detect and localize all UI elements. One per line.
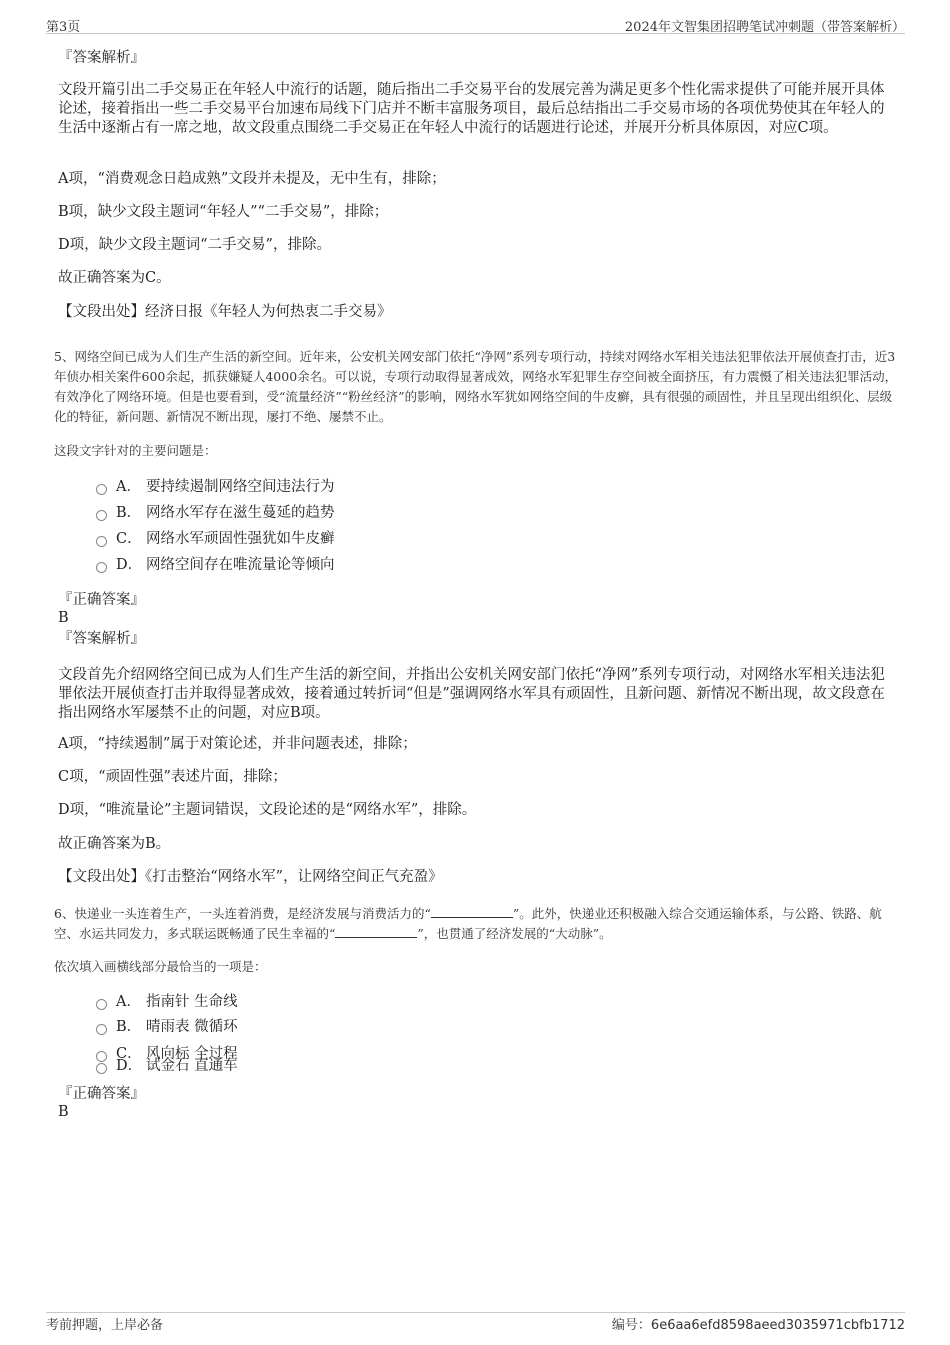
q5-analysis-text: 文段首先介绍网络空间已成为人们生产生活的新空间，并指出公安机关网安部门依托“净网”系列专项行动，对网络水军相关违法犯罪依法开展侦查打击并取得显著成效，接着通过转折词“但是”强调网络水军具有顽固性，且新问题、新情况不断出现，故文段意在指出网络水军屡禁不止的问题，对应B项。 xyxy=(58,667,885,721)
radio-icon[interactable] xyxy=(96,1024,107,1035)
q6-option-b[interactable]: B． 晴雨表 微循环 xyxy=(96,1018,238,1036)
q6-option-d[interactable]: D． 试金石 直通车 xyxy=(96,1057,238,1075)
document-title: 2024年文智集团招聘笔试冲刺题（带答案解析） xyxy=(624,20,905,35)
q6-prompt: 依次填入画横线部分最恰当的一项是： xyxy=(54,959,267,974)
q6-answer-label: 『正确答案』 xyxy=(58,1086,145,1102)
radio-icon[interactable] xyxy=(96,562,107,573)
q6-stem: 6、快递业一头连着生产，一头连着消费，是经济发展与消费活力的“ ”。此外，快递业还积极融入综合交通运输体系，与公路、铁路、航空、水运共同发力，多式联运既畅通了民生幸福的“ ”，也贯通了经济发展的“大动脉”。 xyxy=(54,906,882,941)
q5-option-c[interactable]: C． 网络水军顽固性强犹如牛皮癣 xyxy=(96,530,335,548)
q6-answer: B xyxy=(58,1104,69,1120)
q4-source: 【文段出处】经济日报《年轻人为何热衷二手交易》 xyxy=(58,304,392,320)
q5-analysis-label: 『答案解析』 xyxy=(58,631,145,647)
q5-conclusion: 故正确答案为B。 xyxy=(58,836,171,852)
q5-option-b[interactable]: B． 网络水军存在滋生蔓延的趋势 xyxy=(96,504,335,522)
q5-prompt: 这段文字针对的主要问题是： xyxy=(54,443,217,458)
radio-icon[interactable] xyxy=(96,999,107,1010)
q5-answer-label: 『正确答案』 xyxy=(58,592,145,608)
q4-conclusion: 故正确答案为C。 xyxy=(58,270,171,286)
header-divider xyxy=(46,33,905,34)
fill-blank-2 xyxy=(335,927,417,938)
radio-icon[interactable] xyxy=(96,484,107,495)
q5-option-a-note: A项，“持续遏制”属于对策论述，并非问题表述，排除； xyxy=(58,736,417,752)
radio-icon[interactable] xyxy=(96,510,107,521)
q5-stem: 5、网络空间已成为人们生产生活的新空间。近年来，公安机关网安部门依托“净网”系列专项行动，持续对网络水军相关违法犯罪依法开展侦查打击，近3年侦办相关案件600余起，抓获嫌疑人4000余名。可以说，专项行动取得显著成效，网络水军犯罪生存空间被全面挤压，有力震慑了相关违法犯罪活动，有效净化了网络环境。但是也要看到，受“流量经济”“粉丝经济”的影响，网络水军犹如网络空间的牛皮癣，具有很强的顽固性，并且呈现出组织化、层级化的特征，新问题、新情况不断出现，屡打不绝、屡禁不止。 xyxy=(54,349,898,424)
radio-icon[interactable] xyxy=(96,536,107,547)
q4-analysis-label: 『答案解析』 xyxy=(58,50,145,66)
q5-option-a[interactable]: A． 要持续遏制网络空间违法行为 xyxy=(96,478,335,496)
q5-option-c-note: C项，“顽固性强”表述片面，排除； xyxy=(58,769,287,785)
page-number: 第3页 xyxy=(46,20,81,35)
q5-source: 【文段出处】《打击整治“网络水军”，让网络空间正气充盈》 xyxy=(58,869,443,885)
document-code: 编号：6e6aa6efd8598aeed3035971cbfb1712 xyxy=(611,1318,905,1333)
footer-divider xyxy=(46,1312,905,1313)
q5-option-d[interactable]: D． 网络空间存在唯流量论等倾向 xyxy=(96,556,335,574)
q4-analysis-text: 文段开篇引出二手交易正在年轻人中流行的话题，随后指出二手交易平台的发展完善为满足更多个性化需求提供了可能并展开具体论述，接着指出一些二手交易平台加速布局线下门店并不断丰富服务项目，最后总结指出二手交易市场的各项优势使其在年轻人的生活中逐渐占有一席之地，故文段重点围绕二手交易正在年轻人中流行的话题进行论述，并展开分析具体原因，对应C项。 xyxy=(58,82,885,136)
q5-answer: B xyxy=(58,610,69,626)
q6-option-a[interactable]: A． 指南针 生命线 xyxy=(96,993,238,1011)
footer-slogan: 考前押题，上岸必备 xyxy=(46,1318,164,1333)
radio-icon[interactable] xyxy=(96,1063,107,1074)
q5-option-d-note: D项，“唯流量论”主题词错误，文段论述的是“网络水军”，排除。 xyxy=(58,802,477,818)
q4-option-b-note: B项，缺少文段主题词“年轻人”“二手交易”，排除； xyxy=(58,204,389,220)
q4-option-a-note: A项，“消费观念日趋成熟”文段并未提及，无中生有，排除； xyxy=(58,171,446,187)
fill-blank-1 xyxy=(431,907,513,918)
q6-option-c[interactable]: C． 风向标 全过程 xyxy=(96,1045,238,1063)
q4-option-d-note: D项，缺少文段主题词“二手交易”，排除。 xyxy=(58,237,331,253)
